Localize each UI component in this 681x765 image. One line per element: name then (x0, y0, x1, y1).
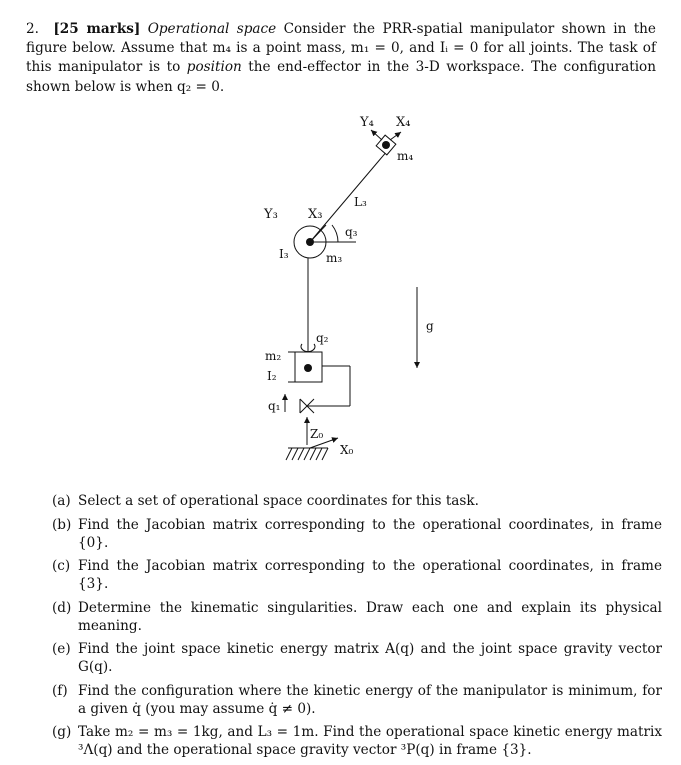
label-y4: Y₄ (360, 115, 374, 130)
label-x3: X₃ (308, 207, 323, 222)
part-d (52, 599, 662, 635)
q3-arc (332, 225, 338, 242)
label-m3: m₃ (326, 251, 343, 265)
parts-list (52, 492, 662, 765)
x4-axis (390, 132, 401, 140)
part-label: (d) (52, 599, 72, 616)
part-text: Find the joint space kinetic energy matrix A(q) and the joint space gravity vector G(q). (78, 641, 662, 675)
part-label: (e) (52, 641, 71, 657)
part-g (52, 723, 662, 759)
part-c (52, 557, 662, 593)
part-text: Take m₂ = m₃ = 1kg, and L₃ = 1m. Find the operational space kinetic energy matrix ³Λ(q) and the operational space gravity vector ³P(q) in frame {3}. (78, 724, 662, 758)
part-b (52, 516, 662, 552)
problem-intro-emphasis: position (186, 59, 242, 76)
y4-axis (371, 130, 382, 140)
label-m4: m₄ (397, 149, 414, 163)
problem-intro: Consider the PRR-spatial manipulator shown in the figure below. Assume that m₄ is a point mass, m₁ = 0, and Iᵢ = 0 for all joints. The task of this manipulator is to (26, 21, 656, 76)
part-text: Determine the kinematic singularities. Draw each one and explain its physical meaning. (78, 599, 662, 634)
part-text: Find the Jacobian matrix corresponding to the operational coordinates, in frame {3}. (78, 558, 662, 592)
problem-number: 2. (26, 21, 39, 37)
label-q1: q₁ (268, 399, 281, 413)
label-q3: q₃ (345, 225, 358, 239)
m4-mass-dot (382, 141, 390, 149)
ground-hatch (286, 448, 328, 460)
part-text: Find the configuration where the kinetic energy of the manipulator is minimum, for a given q̇ (you may assume q̇ ≠ 0). (78, 682, 662, 717)
part-text: Select a set of operational space coordinates for this task. (78, 493, 479, 509)
problem-title: Operational space (147, 21, 277, 37)
part-label: (c) (52, 558, 71, 574)
label-z0: Z₀ (310, 427, 324, 441)
problem-marks: [25 marks] (53, 21, 141, 37)
part-label: (a) (52, 493, 71, 509)
part-label: (g) (52, 724, 72, 740)
label-x0: X₀ (340, 443, 354, 457)
manipulator-figure (250, 112, 450, 472)
part-label: (b) (52, 516, 72, 533)
part-a (52, 492, 662, 510)
label-l3: L₃ (354, 195, 367, 209)
label-i2: I₂ (267, 369, 277, 383)
part-label: (f) (52, 682, 68, 699)
problem-statement (26, 20, 656, 97)
part-e (52, 640, 662, 676)
label-q2: q₂ (316, 331, 329, 345)
label-x4: X₄ (396, 115, 411, 130)
label-g: g (426, 319, 434, 333)
problem-intro-end: the end-effector in the 3-D workspace. The configuration shown below is when q₂ = 0. (26, 59, 656, 95)
label-y3: Y₃ (264, 207, 278, 222)
label-i3: I₃ (279, 247, 289, 261)
part-f (52, 682, 662, 718)
part-text: Find the Jacobian matrix corresponding to the operational coordinates, in frame {0}. (78, 516, 662, 551)
manipulator-diagram (250, 112, 450, 472)
m2-mass-dot (304, 364, 312, 372)
slider-frame (288, 352, 350, 406)
label-m2: m₂ (265, 349, 282, 363)
